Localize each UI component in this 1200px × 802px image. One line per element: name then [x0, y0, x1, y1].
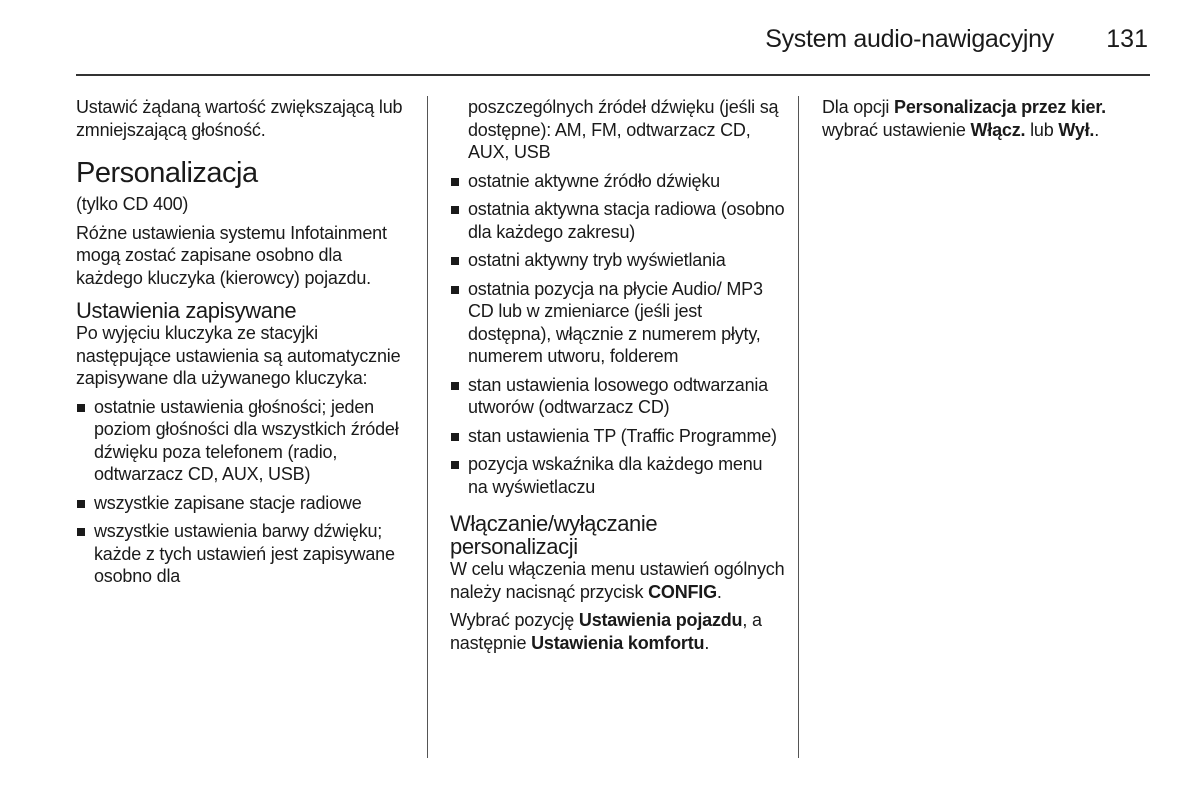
section-note: (tylko CD 400): [76, 194, 189, 214]
option-off: Wył.: [1058, 119, 1095, 140]
subsection-title: Ustawienia zapisywane: [76, 298, 297, 323]
option-paragraph: [822, 96, 1152, 141]
punctuation: .: [1094, 119, 1100, 140]
menu-item-vehicle-settings: Ustawienia pojazdu: [578, 610, 743, 630]
bullet-square-icon: [451, 257, 459, 265]
intro-paragraph: Ustawić żądaną wartość zwiększającą lub zmniejszającą głośność.: [76, 97, 403, 140]
instruction-text: Dla opcji: [822, 97, 890, 117]
bullet-square-icon: [77, 500, 85, 508]
list-item-text: stan ustawienia losowego odtwarzania utworów (odtwarzacz CD): [468, 374, 768, 417]
instruction-text: Wybrać pozycję: [450, 610, 575, 630]
bullet-square-icon: [451, 286, 459, 294]
subsection-paragraph: Po wyjęciu kluczyka ze stacyjki następujące ustawienia są automatycznie zapisywane dla używanego kluczyka:: [76, 323, 401, 388]
bullet-square-icon: [451, 382, 459, 390]
list-item-text: ostatnia pozycja na płycie Audio/ MP3 CD lub w zmieniarce (jeśli jest dostępna), włącznie z numerem płyty, numerem utworu, folderem: [468, 278, 763, 366]
list-item-text: pozycja wskaźnika dla każdego menu na wyświetlaczu: [468, 454, 763, 497]
config-button-label: CONFIG: [648, 581, 717, 602]
saved-settings-list: [76, 396, 406, 588]
column-3: [822, 96, 1152, 147]
running-header-title: System audio-nawigacyjny: [765, 25, 1054, 53]
menu-item-personalization: Personalizacja przez kier.: [894, 97, 1106, 117]
section-title: Personalizacja: [76, 157, 258, 189]
vehicle-settings-paragraph: [450, 609, 786, 654]
option-on: Włącz.: [970, 119, 1026, 140]
list-item: [450, 453, 786, 498]
header-rule: [76, 74, 1150, 76]
section-paragraph: Różne ustawienia systemu Infotainment mogą zostać zapisane osobno dla każdego kluczyka (kierowcy) pojazdu.: [76, 222, 387, 288]
config-text: W celu włączenia menu ustawień ogólnych należy nacisnąć przycisk: [450, 559, 785, 602]
list-item-text: wszystkie zapisane stacje radiowe: [94, 492, 362, 513]
list-item: [450, 374, 786, 419]
list-item: [450, 170, 786, 193]
bullet-square-icon: [77, 404, 85, 412]
bullet-square-icon: [451, 178, 459, 186]
column-2: [450, 96, 786, 660]
column-1: [76, 96, 406, 594]
list-item: [450, 198, 786, 243]
bullet-square-icon: [77, 528, 85, 536]
punctuation: .: [716, 581, 722, 602]
punctuation: .: [704, 632, 710, 653]
list-item-text: ostatnie aktywne źródło dźwięku: [468, 170, 720, 191]
list-item-text: ostatnia aktywna stacja radiowa (osobno dla każdego zakresu): [468, 199, 785, 242]
column-divider-1: [427, 96, 428, 758]
column-divider-2: [798, 96, 799, 758]
list-item: [450, 249, 786, 272]
list-item-text: stan ustawienia TP (Traffic Programme): [468, 425, 777, 446]
list-item: [450, 278, 786, 368]
bullet-square-icon: [451, 206, 459, 214]
bullet-square-icon: [451, 461, 459, 469]
menu-item-comfort-settings: Ustawienia komfortu: [531, 632, 705, 653]
list-item-text: wszystkie ustawienia barwy dźwięku; każde z tych ustawień jest zapisywane osobno dla: [94, 521, 395, 586]
instruction-text: wybrać ustawienie: [822, 119, 966, 140]
subsection-title-toggle: Włączanie/wyłączanie personalizacji: [450, 511, 658, 559]
list-item: [450, 425, 786, 448]
list-item: [76, 396, 406, 486]
instruction-text: lub: [1030, 119, 1054, 140]
saved-settings-list-continued: [450, 170, 786, 499]
list-item: [76, 492, 406, 515]
config-paragraph: [450, 558, 786, 603]
bullet-square-icon: [451, 433, 459, 441]
list-continuation: poszczególnych źródeł dźwięku (jeśli są dostępne): AM, FM, odtwarzacz CD, AUX, USB: [468, 97, 779, 162]
instruction-text: , a następnie: [450, 610, 762, 653]
page-number: 131: [1106, 25, 1148, 53]
list-item-text: ostatni aktywny tryb wyświetlania: [468, 250, 726, 270]
list-item-text: ostatnie ustawienia głośności; jeden poziom głośności dla wszystkich źródeł dźwięku poza telefonem (radio, odtwarzacz CD, AUX, USB): [94, 396, 399, 484]
list-item: [76, 520, 406, 588]
